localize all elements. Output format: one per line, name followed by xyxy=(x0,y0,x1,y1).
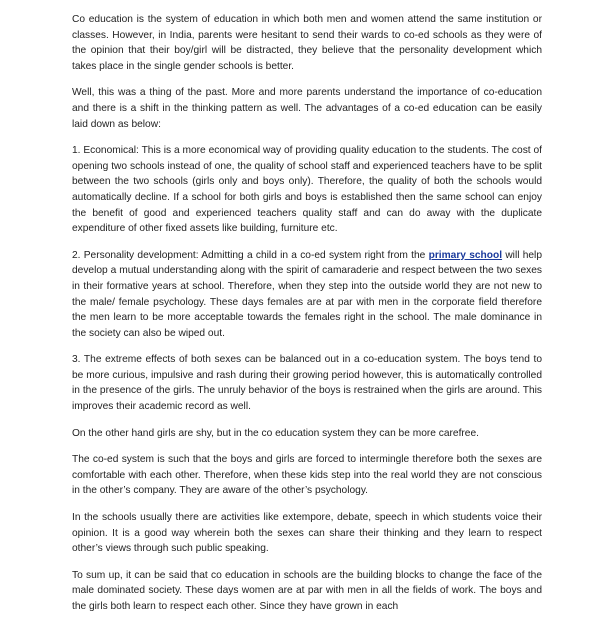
paragraph-balanced-effects: 3. The extreme effects of both sexes can be balanced out in a co-education system. The boys tend to be more curious, impulsive and rash during their growing period however, this is automatically controlled in the presence of the girls. The unruly behavior of the boys is restrained when the girls are around. This improves their academic record as well. xyxy=(72,354,542,413)
primary-school-link[interactable]: primary school xyxy=(428,249,503,261)
document-body xyxy=(72,12,542,626)
paragraph-text-segment: will help develop a mutual understanding along with the spirit of camaraderie and respect between the two sexes in their formative years at school. Therefore, when they step into the outside world they are not new to the male/ female psychology. These days females are at par with men in the corporate field therefore the men learn to be more acceptable towards the females right in the school. The male dominance in the society can also be wiped out. xyxy=(72,249,542,339)
paragraph-shift-in-thinking: Well, this was a thing of the past. More and more parents understand the importance of co-education and there is a shift in the thinking pattern as well. The advantages of a co-ed education can be easily laid down as below: xyxy=(72,87,542,130)
paragraph-intro: Co education is the system of education in which both men and women attend the same institution or classes. However, in India, parents were hesitant to send their wards to co-ed schools as they were of the opinion that their boy/girl will be distracted, they believe that the personality development which takes place in the single gender schools is better. xyxy=(72,14,542,72)
paragraph-activities: In the schools usually there are activities like extempore, debate, speech in which students voice their opinion. It is a good way wherein both the sexes can share their thinking and they learn to respect other’s views through such public speaking. xyxy=(72,512,542,555)
paragraph-intermingle: The co-ed system is such that the boys and girls are forced to intermingle therefore both the sexes are comfortable with each other. Therefore, when these kids step into the real world they are not conscious in the other’s company. They are aware of the other’s psychology. xyxy=(72,454,542,497)
paragraph-girls-carefree: On the other hand girls are shy, but in the co education system they can be more carefree. xyxy=(72,427,479,439)
paragraph-conclusion: To sum up, it can be said that co education in schools are the building blocks to change the face of the male dominated society. These days women are at par with men in all the fields of work. The boys and the girls both learn to respect each other. Since they have grown in each xyxy=(72,569,542,612)
paragraph-economical: 1. Economical: This is a more economical way of providing quality education to the students. The cost of opening two schools instead of one, the quality of school staff and experienced teachers have to be split between the two schools (girls only and boys only). Therefore, the quality of both the schools would automatically decline. If a school for both girls and boys is established then the same school can enjoy the benefit of good and experienced teachers quality staff and can do away with the duplicate expenditure of other fixed assets like building, furniture etc. xyxy=(72,145,542,235)
paragraph-personality-development xyxy=(72,248,542,342)
paragraph-text-segment: 2. Personality development: Admitting a child in a co-ed system right from the xyxy=(72,249,429,261)
